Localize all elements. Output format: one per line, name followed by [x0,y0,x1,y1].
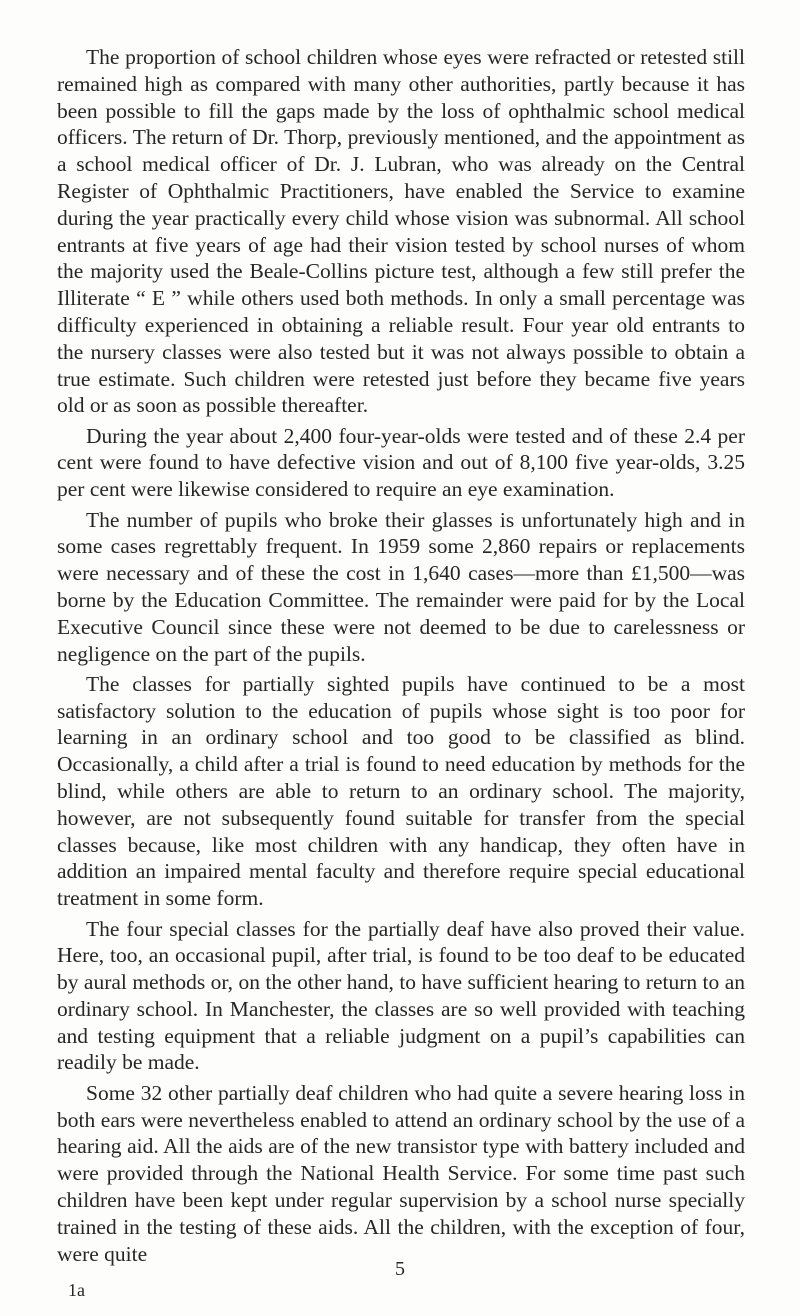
paragraph-partially-deaf-classes: The four special classes for the partially deaf have also proved their value. Here, too, an occasional pupil, after trial, is found to be too deaf to be educated by aural methods or, on the other hand, to have sufficient hearing to return to an ordinary school. In Manchester, the classes are so well provided with teaching and testing equipment that a reliable judgment on a pupil’s capabilities can readily be made. [57,916,745,1075]
body-text [57,44,745,1267]
paragraph-broken-glasses: The number of pupils who broke their glasses is unfortunately high and in some cases regrettably frequent. In 1959 some 2,860 repairs or replacements were necessary and of these the cost in 1,640 cases—more than £1,500—was borne by the Education Committee. The remainder were paid for by the Local Executive Council since these were not deemed to be due to carelessness or negligence on the part of the pupils. [57,507,745,666]
paragraph-vision-testing-statistics: During the year about 2,400 four-year-olds were tested and of these 2.4 per cent were found to have defective vision and out of 8,100 five year-olds, 3.25 per cent were likewise considered to require an eye examination. [57,423,745,502]
paragraph-refraction: The proportion of school children whose eyes were refracted or retested still remained high as compared with many other authorities, partly because it has been possible to fill the gaps made by the loss of ophthalmic school medical officers. The return of Dr. Thorp, previously mentioned, and the appointment as a school medical officer of Dr. J. Lubran, who was already on the Central Register of Ophthalmic Practitioners, have enabled the Service to examine during the year practically every child whose vision was subnormal. All school entrants at five years of age had their vision tested by school nurses of whom the majority used the Beale-Collins picture test, although a few still prefer the Illiterate “ E ” while others used both methods. In only a small percentage was difficulty experienced in obtaining a reliable result. Four year old entrants to the nursery classes were also tested but it was not always possible to obtain a true estimate. Such children were retested just before they became five years old or as soon as possible thereafter. [57,45,745,418]
page-number: 5 [395,1258,405,1280]
signature-mark: 1a [68,1280,85,1300]
paragraph-hearing-aids: Some 32 other partially deaf children who had quite a severe hearing loss in both ears were nevertheless enabled to attend an ordinary school by the use of a hearing aid. All the aids are of the new transistor type with battery included and were provided through the National Health Service. For some time past such children have been kept under regular supervision by a school nurse specially trained in the testing of these aids. All the children, with the exception of four, were quite [57,1080,745,1266]
paragraph-partially-sighted: The classes for partially sighted pupils have continued to be a most satisfactory solution to the education of pupils whose sight is too poor for learning in an ordinary school and too good to be classified as blind. Occasionally, a child after a trial is found to need education by methods for the blind, while others are able to return to an ordinary school. The majority, however, are not subsequently found suitable for transfer from the special classes because, like most children with any handicap, they often have in addition an impaired mental faculty and therefore require special educational treatment in some form. [57,671,745,911]
